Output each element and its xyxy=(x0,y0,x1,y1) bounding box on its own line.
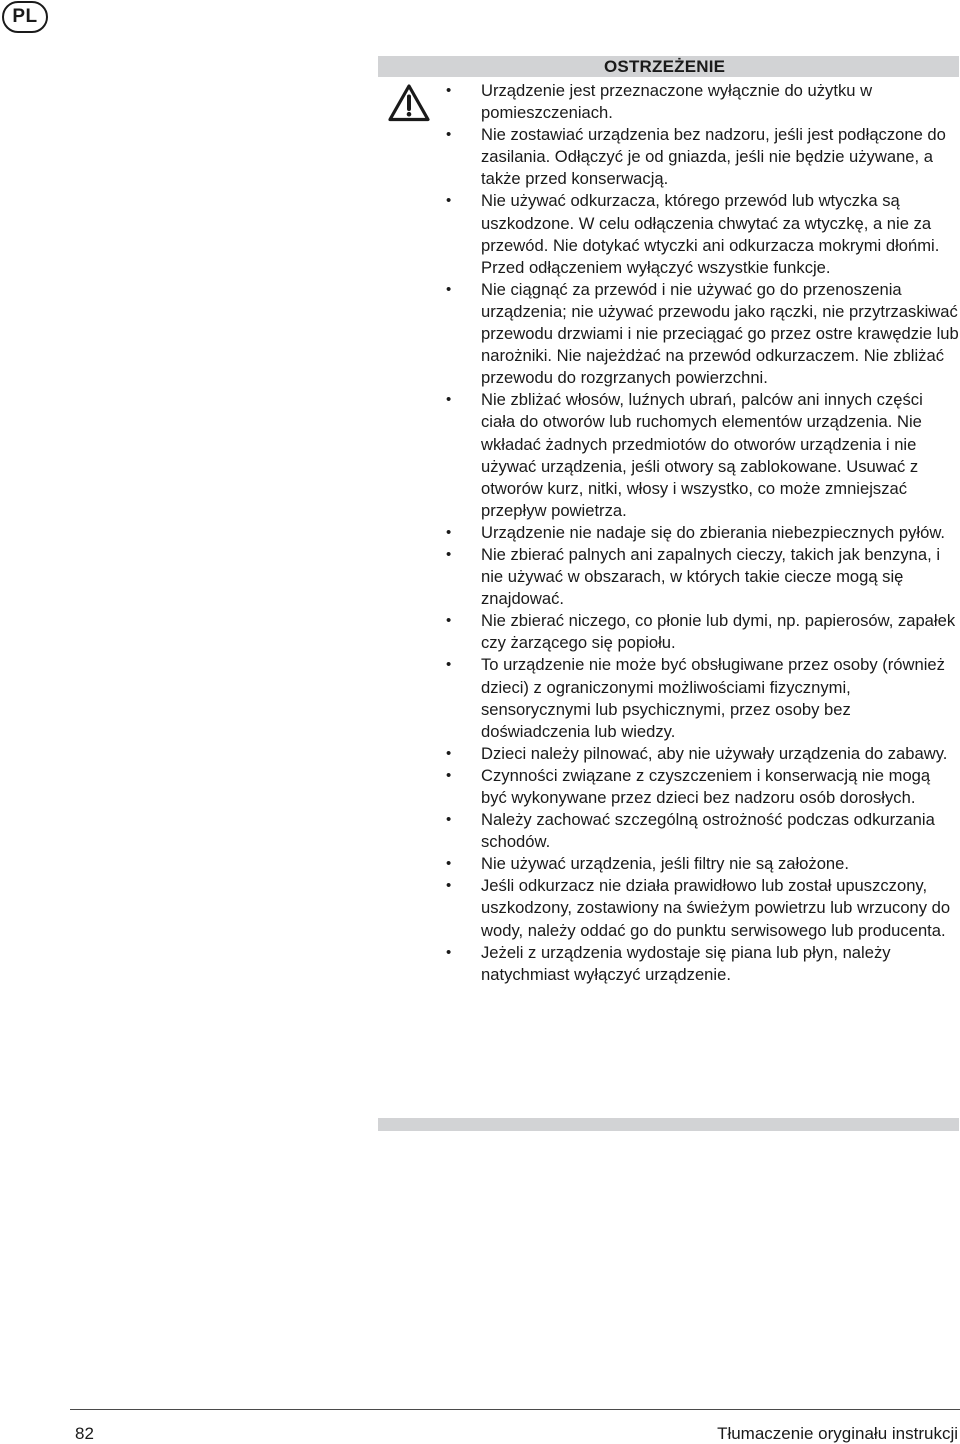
list-item-text: Nie używać odkurzacza, którego przewód lub wtyczka są uszkodzone. W celu odłączenia chwytać za wtyczkę, a nie za przewód. Nie dotykać wtyczki ani odkurzacza mokrymi dłońmi. Przed odłączeniem wyłączyć wszystkie funkcje. xyxy=(481,191,940,277)
warning-list xyxy=(440,80,960,986)
bullet: • xyxy=(446,766,452,784)
list-item xyxy=(440,654,960,742)
bullet: • xyxy=(446,126,452,144)
bullet: • xyxy=(446,656,452,674)
warning-footer-bar xyxy=(378,1118,959,1131)
footer-divider xyxy=(70,1409,960,1410)
list-item xyxy=(440,875,960,941)
list-item-text: Urządzenie nie nadaje się do zbierania niebezpiecznych pyłów. xyxy=(481,522,945,542)
bullet: • xyxy=(446,612,452,630)
list-item xyxy=(440,389,960,522)
list-item-text: Nie ciągnąć za przewód i nie używać go do przenoszenia urządzenia; nie używać przewodu jako rączki, nie przytrzaskiwać przewodu drzwiami i nie przeciągać go przez ostre krawędzie lub narożniki. Nie najeżdżać na przewód odkurzaczem. Nie zbliżać przewodu do rozgrzanych powierzchni. xyxy=(481,279,959,388)
bullet: • xyxy=(446,192,452,210)
bullet: • xyxy=(446,744,452,762)
list-item xyxy=(440,190,960,278)
list-item xyxy=(440,124,960,190)
list-item-text: Nie zbliżać włosów, luźnych ubrań, palców ani innych części ciała do otworów lub ruchomych elementów urządzenia. Nie wkładać żadnych przedmiotów do otworów urządzenia i nie używać urządzenia, jeśli otwory są zablokowane. Usuwać z otworów kurz, nitki, włosy i wszystko, co może zmniejszać przepływ powietrza. xyxy=(481,390,923,520)
list-item xyxy=(440,809,960,853)
bullet: • xyxy=(446,545,452,563)
list-item xyxy=(440,610,960,654)
list-item-text: To urządzenie nie może być obsługiwane przez osoby (również dzieci) z ograniczonymi możliwościami fizycznymi, sensorycznymi lub psychicznymi, przez osoby bez doświadczenia lub wiedzy. xyxy=(481,655,945,741)
list-item xyxy=(440,942,960,986)
language-code: PL xyxy=(12,6,38,27)
list-item xyxy=(440,279,960,389)
list-item xyxy=(440,765,960,809)
list-item-text: Nie zbierać palnych ani zapalnych cieczy, takich jak benzyna, i nie używać w obszarach, w których takie ciecze mogą się znajdować. xyxy=(481,544,941,609)
list-item xyxy=(440,853,960,875)
list-item-text: Dzieci należy pilnować, aby nie używały urządzenia do zabawy. xyxy=(481,743,948,763)
bullet: • xyxy=(446,877,452,895)
list-item-text: Należy zachować szczególną ostrożność podczas odkurzania schodów. xyxy=(481,810,935,852)
warning-triangle-icon xyxy=(388,84,430,122)
list-item xyxy=(440,522,960,544)
bullet: • xyxy=(446,523,452,541)
bullet: • xyxy=(446,811,452,829)
bullet: • xyxy=(446,855,452,873)
bullet: • xyxy=(446,943,452,961)
list-item-text: Nie zostawiać urządzenia bez nadzoru, jeśli jest podłączone do zasilania. Odłączyć je od gniazda, jeśli nie będzie używane, a także przed konserwacją. xyxy=(481,125,946,189)
list-item-text: Jeżeli z urządzenia wydostaje się piana lub płyn, należy natychmiast wyłączyć urządzenie. xyxy=(481,942,891,984)
list-item xyxy=(440,80,960,124)
page-number: 82 xyxy=(75,1424,94,1443)
bullet: • xyxy=(446,82,452,99)
footer-caption: Tłumaczenie oryginału instrukcji xyxy=(717,1424,958,1443)
list-item-text: Nie zbierać niczego, co płonie lub dymi, np. papierosów, zapałek czy żarzącego się popiołu. xyxy=(481,611,956,653)
language-badge xyxy=(2,1,48,33)
list-item-text: Nie używać urządzenia, jeśli filtry nie są założone. xyxy=(481,854,849,874)
bullet: • xyxy=(446,391,452,409)
list-item-text: Jeśli odkurzacz nie działa prawidłowo lub został upuszczony, uszkodzony, zostawiony na świeżym powietrzu lub wrzucony do wody, należy oddać go do punktu serwisowego lub producenta. xyxy=(481,876,951,940)
bullet: • xyxy=(446,280,452,298)
warning-title: OSTRZEŻENIE xyxy=(604,57,726,76)
list-item xyxy=(440,544,960,610)
list-item xyxy=(440,743,960,765)
list-item-text: Czynności związane z czyszczeniem i konserwacją nie mogą być wykonywane przez dzieci bez nadzoru osób dorosłych. xyxy=(481,765,931,807)
list-item-text: Urządzenie jest przeznaczone wyłącznie do użytku w pomieszczeniach. xyxy=(481,81,873,123)
